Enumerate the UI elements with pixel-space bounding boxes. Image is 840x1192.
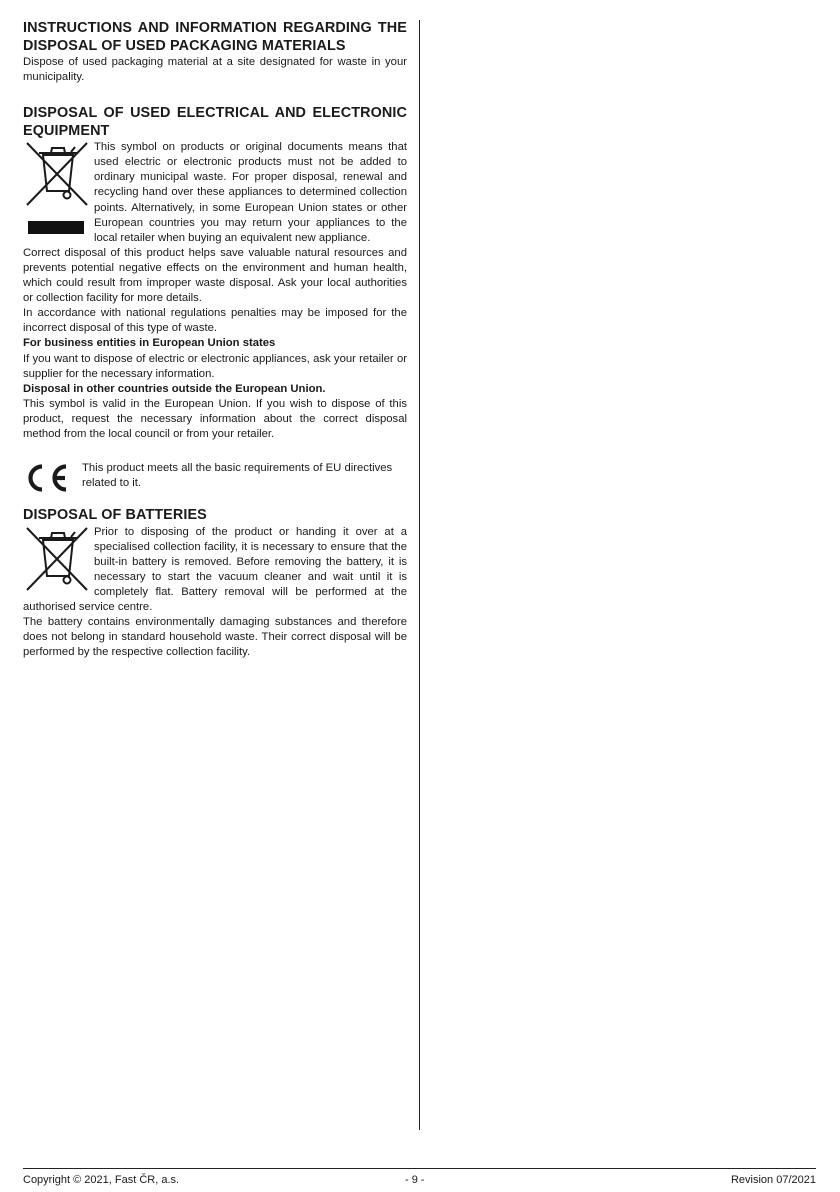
weee-intro-text: This symbol on products or original documents means that used electric or electronic products must not be added to ordinary municipal waste. For proper disposal, renewal and recycling hand over these appliances to determined collection points. Alternatively, in some European Union states or other European countries you may return your appliances to the local retailer when buying an equivalent new appliance.	[94, 141, 407, 244]
battery-symbol	[23, 526, 91, 597]
weee-black-bar	[28, 221, 84, 234]
ce-mark-icon	[23, 463, 69, 493]
footer-page-number: - 9 -	[405, 1174, 425, 1186]
column-divider	[419, 20, 420, 1130]
ce-text: This product meets all the basic requirements of EU directives related to it.	[82, 462, 393, 490]
battery-substances-text: The battery contains environmentally damaging substances and therefore does not belong in standard household waste. Their correct disposal will be performed by the respective collection facility.	[23, 616, 407, 659]
weee-symbol	[23, 141, 91, 240]
outside-eu-heading: Disposal in other countries outside the European Union.	[23, 382, 326, 395]
business-entities-heading: For business entities in European Union states	[23, 337, 276, 350]
weee-benefits-text: Correct disposal of this product helps save valuable natural resources and prevents potential negative effects on the environment and human health, which could result from improper waste disposal. Ask your local authorities or collection facility for more details.	[23, 246, 407, 305]
outside-eu-text: This symbol is valid in the European Union. If you wish to dispose of this product, request the necessary information about the correct disposal method from the local council or from your retailer.	[23, 397, 407, 440]
footer-revision: Revision 07/2021	[730, 1174, 816, 1186]
left-column	[23, 20, 407, 660]
crossed-bin-icon	[23, 526, 91, 592]
heading-weee-disposal: DISPOSAL OF USED ELECTRICAL AND ELECTRONIC EQUIPMENT	[23, 105, 407, 139]
crossed-bin-icon	[23, 141, 91, 207]
heading-battery-disposal: DISPOSAL OF BATTERIES	[23, 507, 207, 524]
packaging-disposal-text: Dispose of used packaging material at a site designated for waste in your municipality.	[23, 56, 407, 84]
heading-packaging-disposal: INSTRUCTIONS AND INFORMATION REGARDING THE DISPOSAL OF USED PACKAGING MATERIALS	[23, 20, 407, 54]
footer-copyright: Copyright © 2021, Fast ČR, a.s.	[23, 1174, 180, 1186]
footer-rule	[23, 1168, 816, 1169]
business-entities-text: If you want to dispose of electric or electronic appliances, ask your retailer or supplier for the necessary information.	[23, 352, 407, 380]
weee-penalties-text: In accordance with national regulations penalties may be imposed for the incorrect disposal of this type of waste.	[23, 307, 407, 335]
ce-block	[23, 461, 407, 493]
battery-intro-text: Prior to disposing of the product or handing it over at a specialised collection facility, it is necessary to ensure that the built-in battery is removed. Before removing the battery, it is necessary to start the vacuum cleaner and wait until it is completely flat. Battery removal will be performed at the authorised service centre.	[23, 525, 407, 614]
